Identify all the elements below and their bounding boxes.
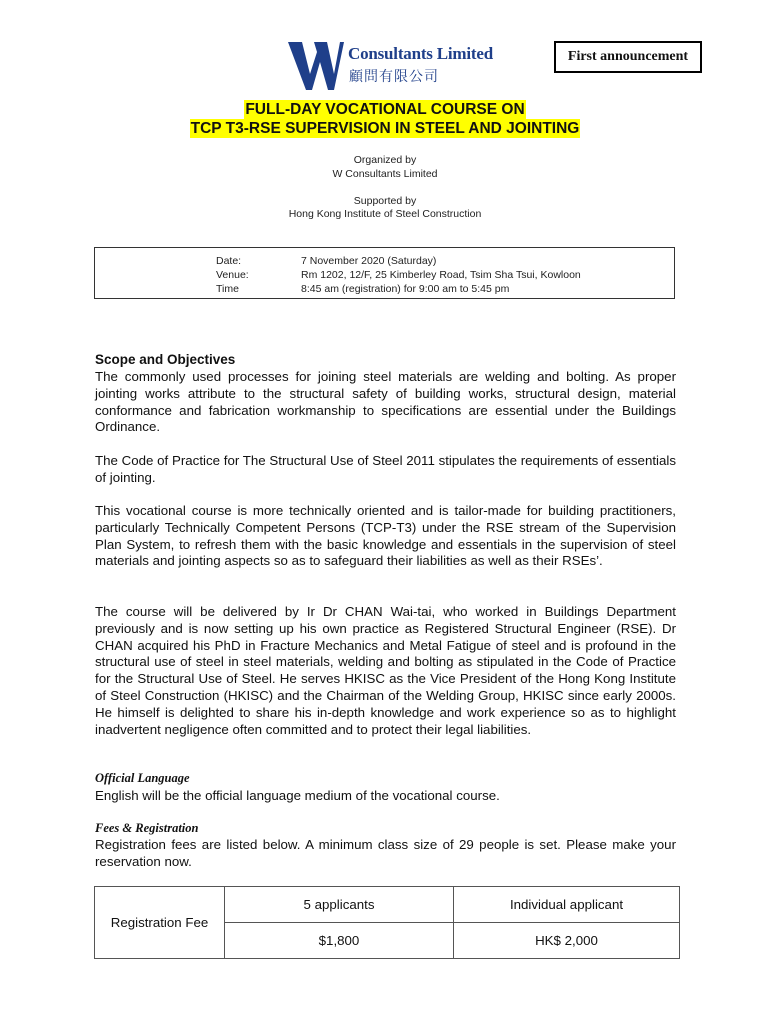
supported-by-label: Supported by <box>353 195 417 207</box>
scope-paragraph-1: The commonly used processes for joining steel materials are welding and bolting. As proper jointing works attribute to the structural safety of building works, structural design, material conformance and fabrication workmanship to specifications are essential under the Buildings Ordinance. <box>95 369 676 435</box>
organized-by-label: Organized by <box>353 154 417 166</box>
title-line-1: FULL-DAY VOCATIONAL COURSE ON <box>245 101 525 118</box>
fee-row-label: Registration Fee <box>95 887 225 959</box>
course-title <box>0 100 770 138</box>
detail-value: 7 November 2020 (Saturday) <box>301 255 437 267</box>
detail-row-time <box>95 283 674 297</box>
language-heading: Official Language <box>95 771 190 785</box>
company-name-en: Consultants Limited <box>348 44 493 63</box>
organizer-name: W Consultants Limited <box>332 168 438 180</box>
fee-value-individual: HK$ 2,000 <box>454 923 680 959</box>
detail-row-date <box>95 255 674 269</box>
detail-label: Date: <box>216 255 242 267</box>
fees-table <box>94 886 680 959</box>
fee-header-individual: Individual applicant <box>454 887 680 923</box>
scope-heading: Scope and Objectives <box>95 352 236 367</box>
language-text: English will be the official language medium of the vocational course. <box>95 788 500 803</box>
table-row <box>95 887 680 923</box>
detail-label: Time <box>216 283 239 295</box>
detail-row-venue <box>95 269 674 283</box>
scope-paragraph-2: The Code of Practice for The Structural Use of Steel 2011 stipulates the requirements of essentials of jointing. <box>95 453 676 485</box>
company-logo <box>288 40 493 92</box>
detail-label: Venue: <box>216 269 249 281</box>
fees-text: Registration fees are listed below. A minimum class size of 29 people is set. Please make your reservation now. <box>95 837 676 869</box>
announcement-badge: First announcement <box>554 41 702 73</box>
detail-value: Rm 1202, 12/F, 25 Kimberley Road, Tsim Sha Tsui, Kowloon <box>301 269 581 281</box>
scope-paragraph-3: This vocational course is more technically oriented and is tailor-made for building practitioners, particularly Technically Competent Persons (TCP-T3) under the RSE stream of the Supervision Plan System, to refresh them with the basic knowledge and essentials in the supervision of steel materials and jointing aspects so as to safeguard their liabilities as well as their RSEs’. <box>95 503 676 569</box>
company-name-zh: 顧問有限公司 <box>349 69 439 85</box>
event-details-box <box>94 247 675 299</box>
fee-header-group: 5 applicants <box>225 887 454 923</box>
scope-paragraph-4: The course will be delivered by Ir Dr CHAN Wai-tai, who worked in Buildings Department previously and is now setting up his own practice as Registered Structural Engineer (RSE). Dr CHAN acquired his PhD in Fracture Mechanics and Metal Fatigue of steel and is profound in the structural use of steel in steel materials, welding and bolting as stipulated in the Code of Practice for the Structural Use of Steel. He serves HKISC as the Vice President of the Hong Kong Institute of Steel Construction (HKISC) and the Chairman of the Welding Group, HKISC since early 2000s. He himself is delighted to share his in-depth knowledge and work experience so as to highlight inadvertent negligence often committed and to protect their legal liabilities. <box>95 604 676 737</box>
detail-value: 8:45 am (registration) for 9:00 am to 5:45 pm <box>301 283 510 295</box>
fee-value-group: $1,800 <box>225 923 454 959</box>
supporter-name: Hong Kong Institute of Steel Construction <box>288 208 482 220</box>
w-logo-icon <box>288 40 344 92</box>
fees-heading: Fees & Registration <box>95 821 199 835</box>
title-line-2: TCP T3-RSE SUPERVISION IN STEEL AND JOINTING <box>190 120 580 137</box>
